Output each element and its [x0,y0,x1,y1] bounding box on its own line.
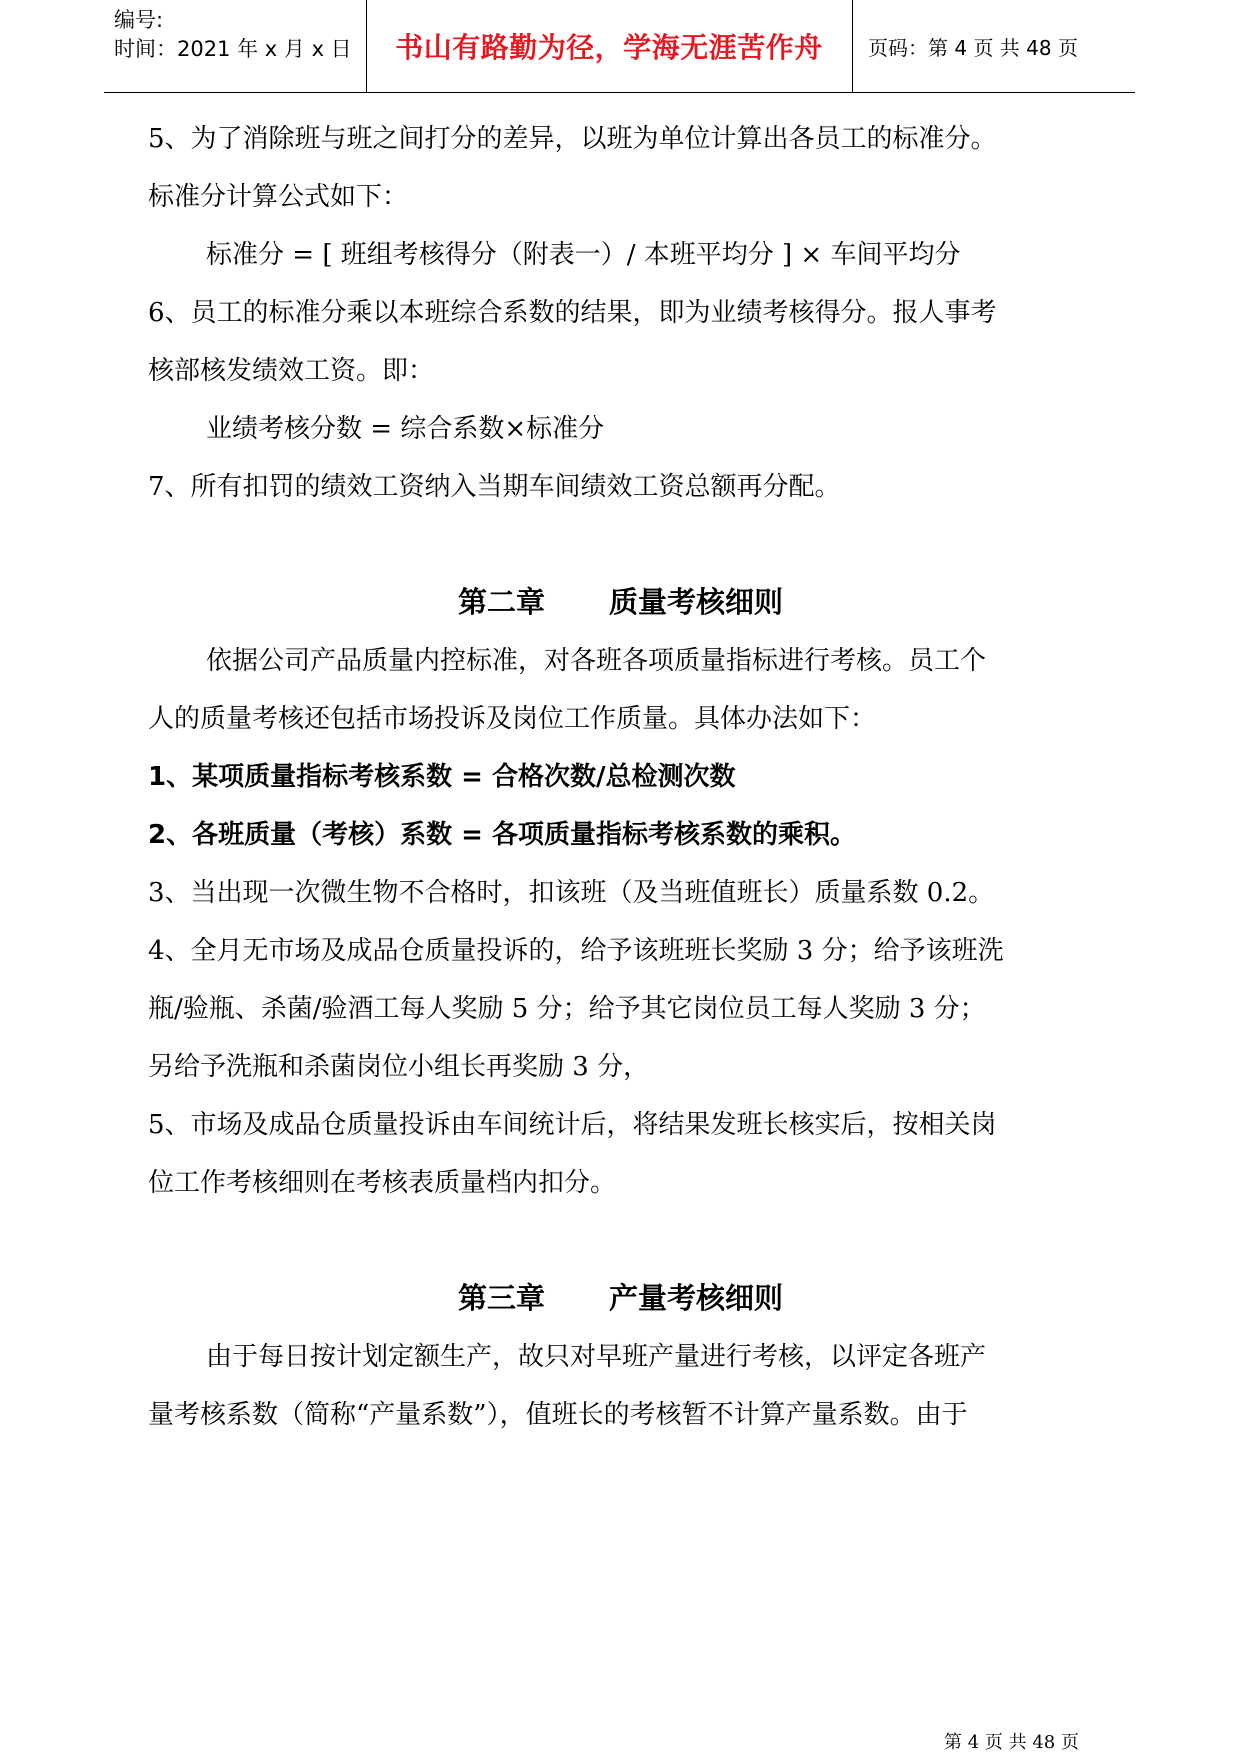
header-motto: 书山有路勤为径，学海无涯苦作舟 [366,0,853,92]
chapter-2-rule-5-line1: 5、市场及成品仓质量投诉由车间统计后，将结果发班长核实后，按相关岗 [148,1110,997,1140]
paragraph-formula-intro: 标准分计算公式如下： [148,182,409,212]
page-footer: 第 4 页 共 48 页 [944,1732,1079,1753]
chapter-3-intro-line2: 量考核系数（简称“产量系数”），值班长的考核暂不计算产量系数。由于 [148,1400,968,1430]
chapter-3-heading [0,1278,1241,1318]
chapter-3-number: 第三章 [457,1281,545,1315]
chapter-3-intro-line1: 由于每日按计划定额生产，故只对早班产量进行考核，以评定各班产 [206,1342,987,1372]
header-page-info: 页码：第 4 页 共 48 页 [868,35,1078,60]
paragraph-item-6-line1: 6、员工的标准分乘以本班综合系数的结果，即为业绩考核得分。报人事考 [148,298,997,328]
chapter-2-rule-1: 1、某项质量指标考核系数 = 合格次数/总检测次数 [148,762,736,792]
chapter-2-rule-3: 3、当出现一次微生物不合格时，扣该班（及当班值班长）质量系数 0.2。 [148,878,995,908]
chapter-3-title: 产量考核细则 [609,1281,784,1315]
header-time-label: 时间：2021 年 x 月 x 日 [114,37,352,61]
chapter-2-rule-4-line1: 4、全月无市场及成品仓质量投诉的，给予该班班长奖励 3 分；给予该班洗 [148,936,1004,966]
formula-standard-score: 标准分 = [ 班组考核得分（附表一）/ 本班平均分 ] × 车间平均分 [206,240,961,270]
chapter-2-rule-4-line2: 瓶/验瓶、杀菌/验酒工每人奖励 5 分；给予其它岗位员工每人奖励 3 分； [148,994,986,1024]
paragraph-item-7: 7、所有扣罚的绩效工资纳入当期车间绩效工资总额再分配。 [148,472,841,502]
chapter-2-rule-2: 2、各班质量（考核）系数 = 各项质量指标考核系数的乘积。 [148,820,856,850]
chapter-2-rule-5-line2: 位工作考核细则在考核表质量档内扣分。 [148,1168,617,1198]
chapter-2-intro-line1: 依据公司产品质量内控标准，对各班各项质量指标进行考核。员工个 [206,646,987,676]
chapter-2-number: 第二章 [457,585,545,619]
chapter-2-rule-4-line3: 另给予洗瓶和杀菌岗位小组长再奖励 3 分， [148,1052,650,1082]
chapter-2-title: 质量考核细则 [609,585,784,619]
formula-performance-score: 业绩考核分数 = 综合系数×标准分 [206,414,605,444]
header-meta-cell [104,0,367,92]
paragraph-item-5: 5、为了消除班与班之间打分的差异，以班为单位计算出各员工的标准分。 [148,124,997,154]
chapter-2-intro-line2: 人的质量考核还包括市场投诉及岗位工作质量。具体办法如下： [148,704,877,734]
chapter-2-heading [0,582,1241,622]
document-header [104,0,1135,93]
header-number-label: 编号: [114,8,164,32]
paragraph-item-6-line2: 核部核发绩效工资。即： [148,356,435,386]
